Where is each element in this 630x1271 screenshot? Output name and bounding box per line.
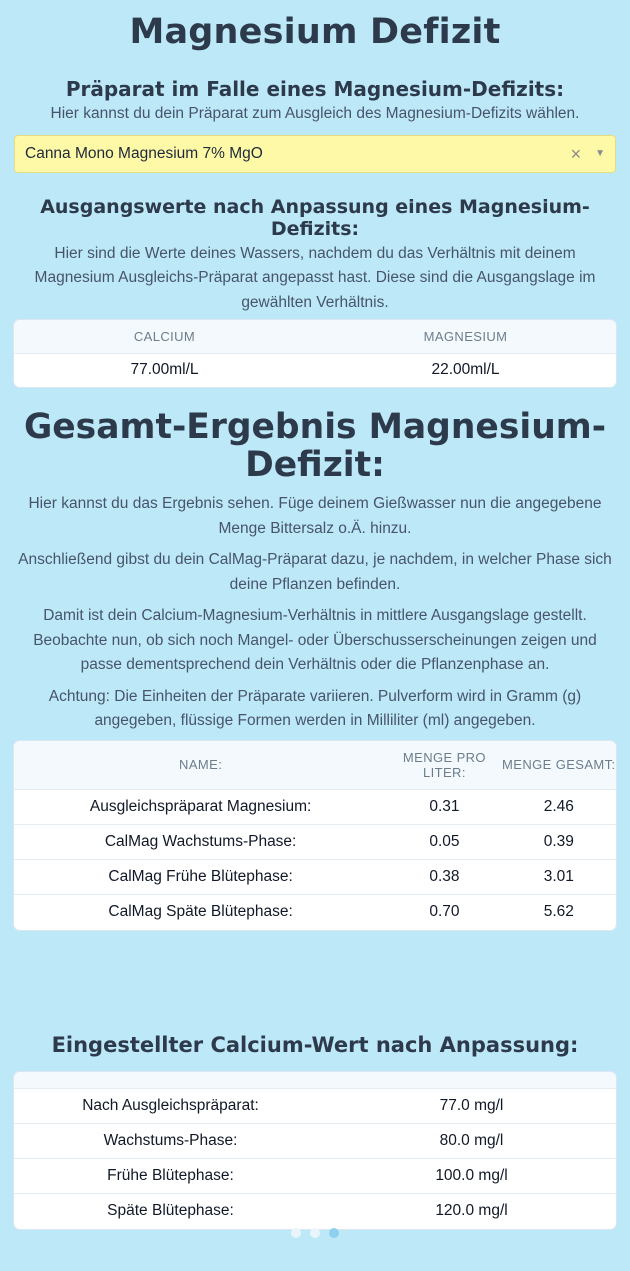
column-header-amount-per-liter: MENGE PRO LITER: [387,741,501,790]
table-header-row [14,1072,616,1089]
phase-label: Frühe Blütephase: [14,1159,327,1194]
page-title: Magnesium Defizit [129,12,501,52]
table-row [14,790,616,825]
table-row [14,353,616,387]
column-header-amount-total: MENGE GESAMT: [502,741,616,790]
result-heading: Gesamt-Ergebnis Magnesium-Defizit: [23,407,607,485]
result-paragraph: Anschließend gibst du dein CalMag-Präparat dazu, je nachdem, in welcher Phase sich deine Pflanzen befinden. [18,551,612,593]
row-amount-total: 3.01 [502,860,616,895]
row-name: Ausgleichspräparat Magnesium: [14,790,387,825]
phase-label: Wachstums-Phase: [14,1124,327,1159]
preparation-select[interactable] [14,135,616,173]
calcium-heading: Eingestellter Calcium-Wert nach Anpassung: [51,1032,579,1057]
result-table [14,741,616,930]
table-row [14,825,616,860]
calcium-value: 120.0 mg/l [327,1194,616,1229]
result-paragraph: Hier kannst du das Ergebnis sehen. Füge deinem Gießwasser nun die angegebene Menge Bittersalz o.Ä. hinzu. [28,495,602,537]
table-row [14,895,616,930]
table-row [14,1194,616,1229]
pagination-dot-3[interactable] [329,1228,339,1238]
row-name: CalMag Späte Blütephase: [14,895,387,930]
table-row [14,860,616,895]
row-amount-total: 2.46 [502,790,616,825]
pagination-dots [0,1228,630,1238]
calcium-value: 80.0 mg/l [327,1124,616,1159]
table-header-row [14,320,616,353]
result-paragraph: Damit ist dein Calcium-Magnesium-Verhältnis in mittlere Ausgangslage gestellt. Beobachte nun, ob sich noch Mangel- oder Überschusserscheinungen zeigen und passe dementsprechend dein Verhältnis oder die Pflanzenphase an. [33,607,597,673]
preparation-description: Hier kannst du dein Präparat zum Ausgleich des Magnesium-Defizits wählen. [50,105,580,122]
pagination-dot-1[interactable] [291,1228,301,1238]
clear-icon[interactable]: × [570,143,582,164]
chevron-down-icon[interactable]: ▼ [595,148,605,159]
row-name: CalMag Wachstums-Phase: [14,825,387,860]
row-amount-per-liter: 0.70 [387,895,501,930]
table-row [14,1159,616,1194]
row-amount-total: 0.39 [502,825,616,860]
phase-label: Nach Ausgleichspräparat: [14,1089,327,1124]
table-row [14,1124,616,1159]
pagination-dot-2[interactable] [310,1228,320,1238]
table-header-row [14,741,616,790]
calcium-value: 77.00ml/L [14,353,315,387]
result-description [14,492,616,734]
row-amount-per-liter: 0.05 [387,825,501,860]
column-header-name: NAME: [14,741,387,790]
phase-label: Späte Blütephase: [14,1194,327,1229]
calcium-value: 100.0 mg/l [327,1159,616,1194]
row-name: CalMag Frühe Blütephase: [14,860,387,895]
result-paragraph: Achtung: Die Einheiten der Präparate variieren. Pulverform wird in Gramm (g) angegeben, flüssige Formen werden in Milliliter (ml) angegeben. [48,687,582,729]
row-amount-total: 5.62 [502,895,616,930]
calcium-table [14,1072,616,1229]
row-amount-per-liter: 0.38 [387,860,501,895]
preparation-heading: Präparat im Falle eines Magnesium-Defizits: [65,77,565,101]
calcium-value: 77.0 mg/l [327,1089,616,1124]
base-values-heading: Ausgangswerte nach Anpassung eines Magnesium-Defizits: [40,195,590,240]
row-amount-per-liter: 0.31 [387,790,501,825]
base-values-description: Hier sind die Werte deines Wassers, nachdem du das Verhältnis mit deinem Magnesium Ausgleichs-Präparat angepasst hast. Diese sind die Ausgangslage im gewählten Verhältnis. [34,244,596,311]
column-header-magnesium: MAGNESIUM [315,320,616,353]
column-header-calcium: CALCIUM [14,320,315,353]
preparation-select-value: Canna Mono Magnesium 7% MgO [25,144,263,162]
table-row [14,1089,616,1124]
base-values-table [14,320,616,387]
magnesium-value: 22.00ml/L [315,353,616,387]
